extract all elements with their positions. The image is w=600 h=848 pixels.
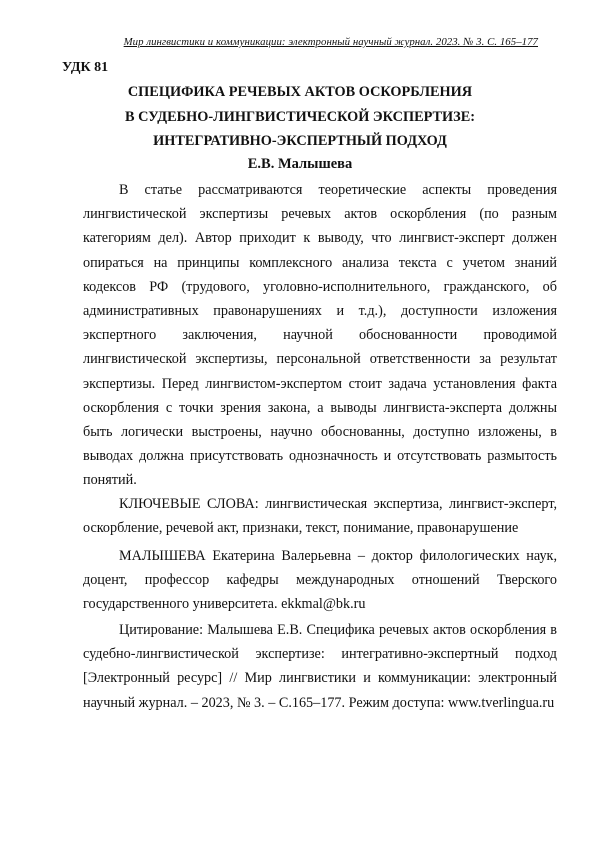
- udk-code: УДК 81: [62, 60, 108, 76]
- abstract-paragraph: В статье рассматриваются теоретические аспекты проведения лингвистической экспертизы речевых актов оскорбления (по разным категориям дел). Автор приходит к выводу, что лингвист-эксперт должен опираться на принципы комплексного анализа текста с учетом знаний кодексов РФ (трудового, уголовно-исполнительного, гражданского, об административных правонарушениях и т.д.), доступности изложения экспертного заключения, научной обоснованности проводимой лингвистической экспертизы, персональной ответственности за результат экспертизы. Перед лингвистом-экспертом стоит задача установления факта оскорбления с точки зрения закона, а выводы лингвиста-эксперта должны быть логически выстроены, научно обоснованны, доступно изложены, в выводах должна присутствовать однозначность и отсутствовать размытость понятий.: [83, 178, 557, 493]
- title-line: ИНТЕГРАТИВНО-ЭКСПЕРТНЫЙ ПОДХОД: [62, 129, 538, 154]
- journal-running-head: Мир лингвистики и коммуникации: электронный научный журнал. 2023. № 3. С. 165–177: [124, 36, 538, 48]
- title-line: СПЕЦИФИКА РЕЧЕВЫХ АКТОВ ОСКОРБЛЕНИЯ: [62, 80, 538, 105]
- keywords-paragraph: КЛЮЧЕВЫЕ СЛОВА: лингвистическая экспертиза, лингвист-эксперт, оскорбление, речевой акт, признаки, текст, понимание, правонарушение: [83, 492, 557, 540]
- author-info-paragraph: МАЛЫШЕВА Екатерина Валерьевна – доктор филологических наук, доцент, профессор кафедры международных отношений Тверского государственного университета. ekkmal@bk.ru: [83, 544, 557, 617]
- article-title: [62, 80, 538, 154]
- author-name: Е.В. Малышева: [62, 156, 538, 173]
- article-page: [0, 0, 600, 848]
- citation-paragraph: Цитирование: Малышева Е.В. Специфика речевых актов оскорбления в судебно-лингвистической экспертизе: интегративно-экспертный подход [Электронный ресурс] // Мир лингвистики и коммуникации: электронный научный журнал. – 2023, № 3. – С.165–177. Режим доступа: www.tverlingua.ru: [83, 618, 557, 715]
- title-line: В СУДЕБНО-ЛИНГВИСТИЧЕСКОЙ ЭКСПЕРТИЗЕ:: [62, 105, 538, 130]
